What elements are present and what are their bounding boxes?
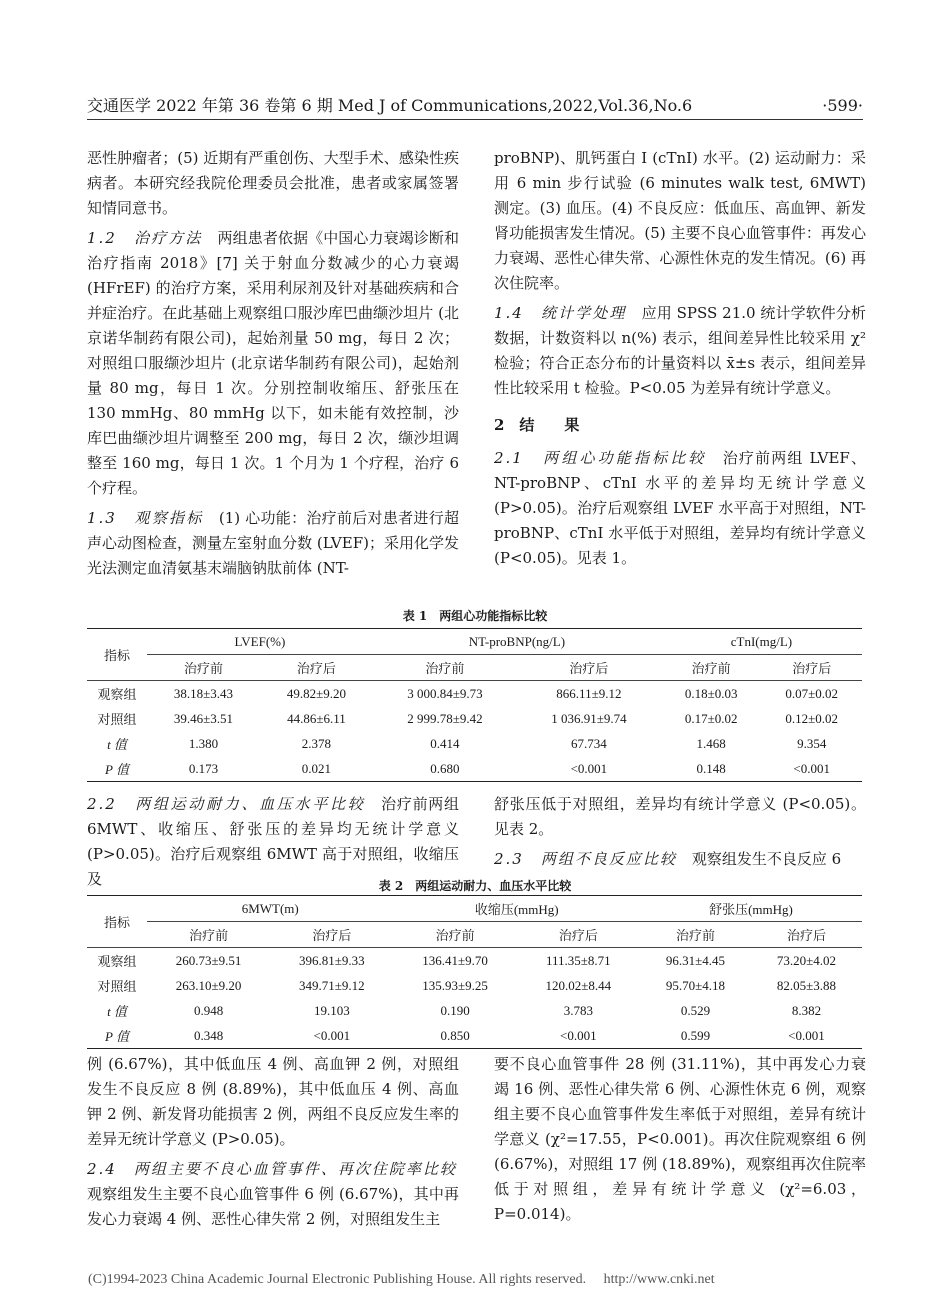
subheader: 治疗前 [373, 655, 517, 681]
paragraph-text: 观察组发生不良反应 6 [676, 850, 842, 868]
cell: 2 999.78±9.42 [407, 710, 483, 726]
cell: 73.20±4.02 [776, 952, 837, 968]
cell: 0.948 [193, 1002, 224, 1018]
paragraph: 要不良心血管事件 28 例 (31.11%)，其中再发心力衰竭 16 例、恶性心律失常 6 例、心源性休克 6 例，观察组主要不良心血管事件发生率低于对照组，差异有统计学意义 (χ²=17.55，P<0.001)。再次住院观察组 6 例 (6.67%)，对照组 17 例 (18.89%)，观察组再次住院率低于对照组，差异有统计学意义 (χ²=6.03，P=0.014)。 [494, 1055, 866, 1223]
column-group: 收缩压(mmHg) [393, 896, 639, 922]
cell: 1.380 [188, 735, 219, 751]
cell: <0.001 [517, 1023, 640, 1049]
subheader: 治疗前 [640, 922, 751, 948]
cell: 39.46±3.51 [173, 710, 234, 726]
column-group: LVEF(%) [147, 629, 373, 655]
subheader: 治疗前 [661, 655, 762, 681]
cell: <0.001 [270, 1023, 393, 1049]
cell: 19.103 [313, 1002, 350, 1018]
subheader: 治疗后 [517, 922, 640, 948]
subheader: 治疗后 [751, 922, 862, 948]
subheader: 治疗后 [270, 922, 393, 948]
cell: t 值 [107, 737, 127, 752]
row-header: 指标 [87, 896, 147, 948]
cell: 67.734 [571, 735, 607, 751]
cell: <0.001 [517, 756, 661, 782]
column-group: 6MWT(m) [147, 896, 393, 922]
right-column-top [494, 146, 866, 571]
section-title: 2 结 果 [494, 416, 580, 434]
left-column-bottom [87, 1052, 472, 1232]
cell: 44.86±6.11 [287, 710, 346, 726]
subheader: 治疗前 [393, 922, 516, 948]
running-header [87, 93, 863, 120]
paragraph: 例 (6.67%)，其中低血压 4 例、高血钾 2 例，对照组发生不良反应 8 例 (8.89%)，其中低血压 4 例、高血钾 2 例、新发肾功能损害 2 例，两组不良反应发生率的差异无统计学意义 (P>0.05)。 [87, 1055, 459, 1148]
table-row [87, 756, 862, 782]
table1-caption: 表 1 两组心功能指标比较 [402, 609, 548, 623]
table-row [87, 998, 862, 1023]
table-row [87, 681, 862, 707]
cell: 3.783 [563, 1002, 593, 1018]
section-heading: 1.3 观察指标 [87, 509, 204, 527]
cell: 349.71±9.12 [299, 977, 365, 993]
section-heading: 2.4 两组主要不良心血管事件、再次住院率比较 [87, 1160, 457, 1178]
table-row [87, 973, 862, 998]
cell: 96.31±4.45 [665, 952, 726, 968]
cell: t 值 [107, 1004, 127, 1019]
cell: 82.05±3.88 [776, 977, 837, 993]
paragraph-text: (1) 心功能：治疗前后对患者进行超声心动图检查，测量左室射血分数 (LVEF)；采用化学发光法测定血清氨基末端脑钠肽前体 (NT- [87, 509, 459, 577]
cell: 0.021 [260, 756, 373, 782]
cell: 8.382 [791, 1002, 822, 1018]
section-heading: 2.3 两组不良反应比较 [494, 850, 677, 868]
column-group: NT-proBNP(ng/L) [373, 629, 661, 655]
cell: 0.148 [661, 756, 762, 782]
section-heading: 1.2 治疗方法 [87, 229, 203, 247]
copyright-footer: (C)1994-2023 China Academic Journal Electronic Publishing House. All rights reserved. http://www.cnki.net [88, 1272, 715, 1287]
paragraph [87, 1157, 472, 1232]
cell: 0.07±0.02 [785, 685, 839, 701]
left-column-top [87, 146, 459, 581]
cell: 3 000.84±9.73 [407, 685, 483, 701]
table-row [87, 948, 862, 974]
cell: 0.190 [440, 1002, 470, 1018]
paragraph-text: 两组患者依据《中国心力衰竭诊断和治疗指南 2018》[7] 关于射血分数减少的心力衰竭 (HFrEF) 的治疗方案，采用利尿剂及针对基础疾病和合并症治疗。在此基础上观察组口服沙库巴曲缬沙坦片 (北京诺华制药有限公司)，起始剂量 50 mg，每日 2 次；对照组口服缬沙坦片 (北京诺华制药有限公司)，起始剂量 80 mg，每日 1 次。分别控制收缩压、舒张压在 130 mmHg、80 mmHg 以下，如未能有效控制，沙库巴曲缬沙坦片调整至 200 mg，每日 2 次，缬沙坦调整至 160 mg，每日 1 次。1 个月为 1 个疗程，治疗 6 个疗程。 [87, 229, 459, 497]
cell: 2.378 [301, 735, 332, 751]
cell: 0.850 [393, 1023, 516, 1049]
cell: 0.529 [680, 1002, 711, 1018]
paragraph [494, 301, 866, 401]
paragraph [494, 446, 866, 571]
paragraph-text: 治疗前两组 6MWT、收缩压、舒张压的差异均无统计学意义 (P>0.05)。治疗后观察组 6MWT 高于对照组，收缩压及 [87, 795, 459, 888]
table-row [87, 731, 862, 756]
subheader: 治疗前 [147, 922, 270, 948]
table-row [87, 706, 862, 731]
row-header: 指标 [87, 629, 147, 681]
table2-caption: 表 2 两组运动耐力、血压水平比较 [378, 879, 572, 893]
cell: 0.12±0.02 [785, 710, 839, 726]
cell: 9.354 [797, 735, 827, 751]
paragraph: 恶性肿瘤者；(5) 近期有严重创伤、大型手术、感染性疾病者。本研究经我院伦理委员会批准，患者或家属签署知情同意书。 [87, 149, 459, 217]
cell: 0.680 [373, 756, 517, 782]
right-column-mid [494, 792, 866, 872]
paragraph: 舒张压低于对照组，差异均有统计学意义 (P<0.05)。见表 2。 [494, 795, 866, 838]
paragraph [87, 226, 459, 501]
column-group: 舒张压(mmHg) [640, 896, 862, 922]
paragraph-text: 治疗前两组 LVEF、NT-proBNP、cTnI 水平的差异均无统计学意义 (P>0.05)。治疗后观察组 LVEF 水平高于对照组，NT-proBNP、cTnI 水平低于对照组，差异均有统计学意义 (P<0.05)。见表 1。 [494, 449, 866, 567]
paragraph [87, 506, 459, 581]
page-number: ·599· [822, 96, 863, 115]
column-group: cTnI(mg/L) [661, 629, 862, 655]
cell: 111.35±8.71 [545, 952, 611, 968]
journal-citation: 交通医学 2022 年第 36 卷第 6 期 Med J of Communications,2022,Vol.36,No.6 [87, 96, 693, 115]
cell: 120.02±8.44 [545, 977, 612, 993]
cell: P 值 [87, 756, 147, 782]
cell: 136.41±9.70 [422, 952, 488, 968]
cell: 260.73±9.51 [175, 952, 242, 968]
cell: 0.348 [147, 1023, 270, 1049]
cell: 263.10±9.20 [175, 977, 242, 993]
subheader: 治疗前 [147, 655, 260, 681]
cell: 49.82±9.20 [286, 685, 346, 701]
cell: P 值 [87, 1023, 147, 1049]
cell: 135.93±9.25 [422, 977, 488, 993]
cell: 1 036.91±9.74 [551, 710, 627, 726]
cell: 396.81±9.33 [299, 952, 365, 968]
cell: 观察组 [97, 954, 137, 969]
subheader: 治疗后 [761, 655, 862, 681]
right-column-bottom [494, 1052, 866, 1227]
cell: 0.17±0.02 [684, 710, 738, 726]
paragraph-text: 观察组发生主要不良心血管事件 6 例 (6.67%)，其中再发心力衰竭 4 例、恶性心律失常 2 例，对照组发生主 [87, 1160, 472, 1228]
table2 [87, 895, 862, 1049]
paragraph-text: 应用 SPSS 21.0 统计学软件分析数据，计数资料以 n(%) 表示，组间差异性比较采用 χ² 检验；符合正态分布的计量资料以 x̄±s 表示，组间差异性比较采用 t 检验。P<0.05 为差异有统计学意义。 [494, 304, 866, 397]
cell: 95.70±4.18 [665, 977, 726, 993]
table-row [87, 1023, 862, 1049]
cell: 38.18±3.43 [173, 685, 234, 701]
cell: <0.001 [751, 1023, 862, 1049]
cell: 866.11±9.12 [556, 685, 622, 701]
cell: 0.599 [640, 1023, 751, 1049]
cell: 0.173 [147, 756, 260, 782]
subheader: 治疗后 [517, 655, 661, 681]
section-heading: 2.2 两组运动耐力、血压水平比较 [87, 795, 366, 813]
cell: 0.414 [430, 735, 460, 751]
cell: 对照组 [97, 979, 137, 994]
cell: 1.468 [696, 735, 726, 751]
table1 [87, 628, 862, 782]
section-heading: 1.4 统计学处理 [494, 304, 627, 322]
cell: 0.18±0.03 [684, 685, 738, 701]
section-heading: 2.1 两组心功能指标比较 [494, 449, 707, 467]
subheader: 治疗后 [260, 655, 373, 681]
paragraph [494, 847, 866, 872]
cell: 对照组 [97, 712, 137, 727]
cell: <0.001 [761, 756, 862, 782]
paragraph: proBNP)、肌钙蛋白 I (cTnI) 水平。(2) 运动耐力：采用 6 min 步行试验 (6 minutes walk test, 6MWT) 测定。(3) 血压。(4) 不良反应：低血压、高血钾、新发肾功能损害发生情况。(5) 主要不良心血管事件：再发心力衰竭、恶性心律失常、心源性休克的发生情况。(6) 再次住院率。 [494, 149, 866, 292]
cell: 观察组 [97, 687, 137, 702]
